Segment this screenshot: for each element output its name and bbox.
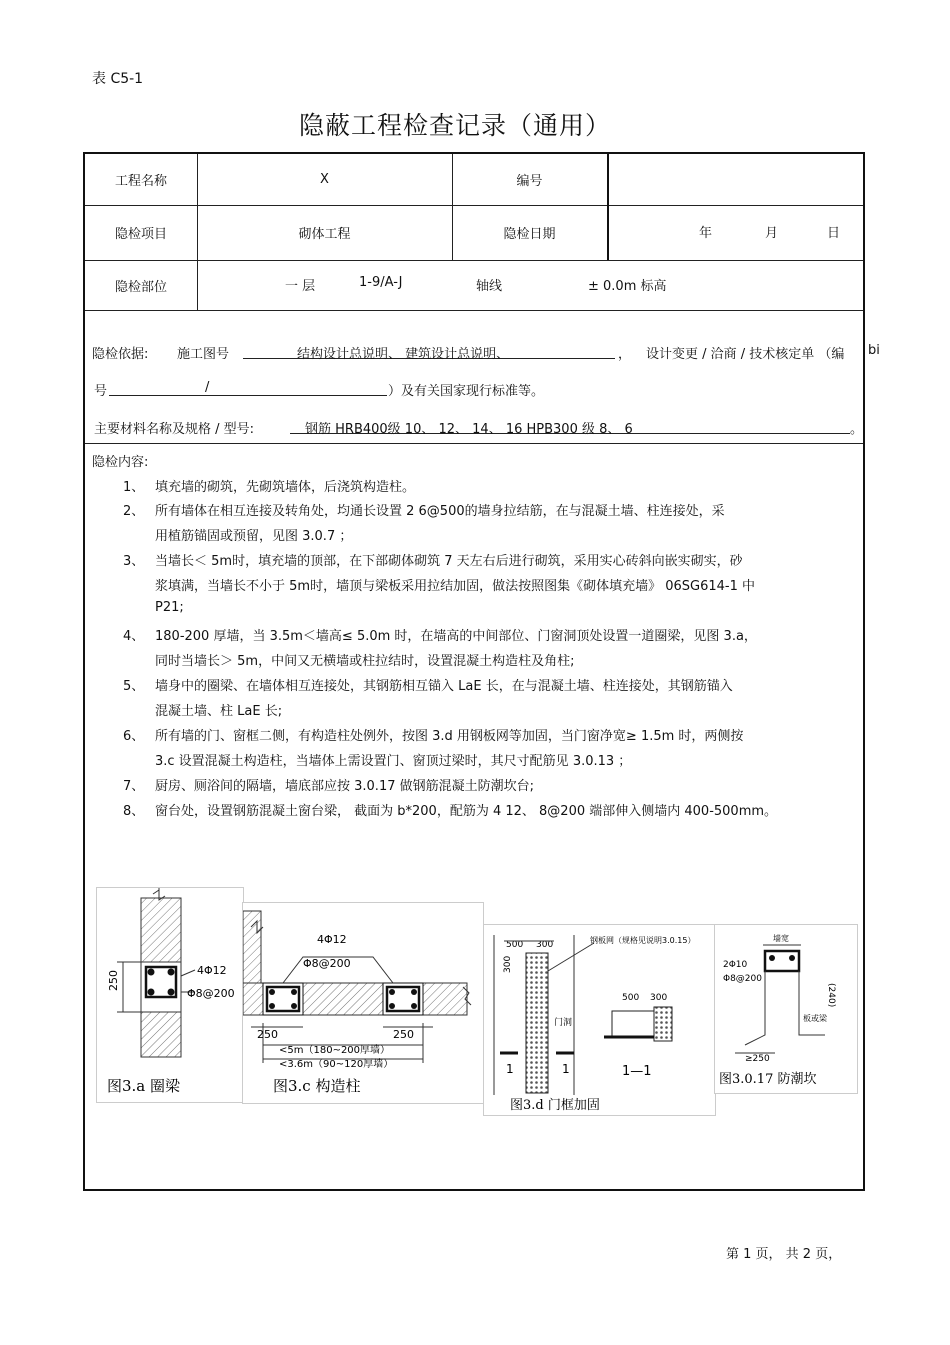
figure-structural-column	[242, 902, 484, 1104]
fig4-slab: 板或梁	[803, 1014, 827, 1023]
fig2-len-1: <5m（180~200厚墙）	[279, 1045, 391, 1056]
fig4-top: 墙宽	[773, 934, 789, 943]
fig2-dim-right: 250	[393, 1028, 414, 1041]
list-item: 7、 厨房、厕浴间的隔墙，墙底部应按 3.0.17 做钢筋混凝土防潮坎台;	[123, 779, 534, 794]
date-day: 日	[827, 226, 841, 241]
list-item: 3、 当墙长＜ 5m时，填充墙的顶部，在下部砌体砌筑 7 天左右后进行砌筑，采用实心砖斜向嵌实砌实，砂	[123, 554, 743, 569]
project-name-label: 工程名称	[114, 174, 167, 189]
list-item: 1、 填充墙的砌筑，先砌筑墙体，后浇筑构造柱。	[123, 480, 416, 495]
inspection-item-label: 隐检项目	[114, 227, 167, 242]
materials-label: 主要材料名称及规格 / 型号:	[94, 422, 255, 437]
content-label: 隐检内容:	[92, 455, 149, 470]
figure-door-frame	[483, 924, 716, 1116]
figure-moisture-curb	[714, 924, 858, 1094]
project-name-value: X	[320, 172, 329, 187]
list-item-continuation: 浆填满，当墙长不小于 5m时，墙顶与梁板采用拉结加固，做法按照图集《砌体填充墙》 06SG614-1 中	[155, 579, 755, 594]
fig3-dim-b300: 300	[650, 993, 668, 1003]
fig3-sec-left: 1	[506, 1062, 514, 1076]
fig3-dim-300: 300	[536, 940, 554, 950]
basis-slash: /	[205, 380, 210, 395]
basis-bi: bi	[868, 343, 880, 358]
date-year: 年	[699, 226, 713, 241]
page-footer: 第 1 页， 共 2 页，	[726, 1247, 842, 1262]
list-item: 6、 所有墙的门、窗框二侧，有构造柱处例外，按图 3.d 用钢板网等加固，当门窗净宽≥ 1.5m 时，两侧按	[123, 729, 744, 744]
fig3-caption: 图3.d 门框加固	[510, 1098, 600, 1113]
form-code: 表 C5-1	[92, 71, 144, 87]
list-item-continuation: 用植筋锚固或预留，见图 3.0.7 ；	[155, 529, 353, 544]
list-item-continuation: 3.c 设置混凝土构造柱，当墙体上需设置门、窗顶过梁时，其尺寸配筋见 3.0.13 ；	[155, 754, 632, 769]
fig1-rebar-main: 4Φ12	[197, 964, 227, 977]
fig2-caption: 图3.c 构造柱	[273, 1077, 361, 1095]
list-item-continuation: P21;	[155, 600, 184, 615]
list-item: 5、 墙身中的圈梁、在墙体相互连接处，其钢筋相互锚入 LaE 长，在与混凝土墙、柱连接处，其钢筋锚入	[123, 679, 733, 694]
location-axis-label: 轴线	[476, 279, 503, 294]
fig1-rebar-stirrup: Φ8@200	[187, 987, 235, 1000]
number-value	[608, 154, 863, 205]
inspection-date-label: 隐检日期	[503, 227, 556, 242]
record-table	[83, 152, 880, 1191]
fig3-dim-300v: 300	[503, 955, 513, 973]
location-elevation: ± 0.0m 标高	[588, 279, 667, 294]
drawing-value: 结构设计总说明、 建筑设计总说明、	[297, 347, 510, 362]
change-number-underline	[109, 381, 387, 396]
list-item: 2、 所有墙体在相互连接及转角处，均通长设置 2 6@500的墙身拉结筋，在与混凝土墙、柱连接处，采	[123, 504, 725, 519]
fig3-section: 1—1	[622, 1064, 652, 1079]
drawing-label: 施工图号	[177, 347, 230, 362]
fig2-dim-left: 250	[257, 1028, 278, 1041]
fig3-sec-right: 1	[562, 1062, 570, 1076]
date-month: 月	[765, 226, 779, 241]
fig2-len-2: <3.6m（90~120厚墙）	[279, 1059, 394, 1070]
fig1-caption: 图3.a 圈梁	[107, 1077, 181, 1095]
list-item: 4、 180-200 厚墙，当 3.5m＜墙高≤ 5.0m 时，在墙高的中间部位、门窗洞顶处设置一道圈梁，见图 3.a，	[123, 629, 757, 644]
fig3-door: 门洞	[554, 1018, 573, 1028]
basis-hao: 号	[94, 384, 108, 399]
location-floor: 一 层	[285, 279, 316, 294]
design-change-label: 设计变更 / 洽商 / 技术核定单 （编	[646, 347, 845, 362]
number-label: 编号	[516, 174, 543, 189]
page-title: 隐蔽工程检查记录（通用）	[298, 111, 611, 140]
fig2-rebar-main: 4Φ12	[317, 933, 347, 946]
fig3-dim-b500: 500	[622, 993, 640, 1003]
fig3-note: 钢板网（规格见说明3.0.15）	[590, 936, 696, 945]
fig4-dim: ≥250	[745, 1054, 770, 1064]
fig4-height: (240)	[826, 983, 836, 1008]
fig1-dim: 250	[107, 970, 120, 991]
figure-ring-beam	[96, 887, 244, 1103]
location-axis-value: 1-9/A-J	[359, 275, 403, 290]
list-item-continuation: 同时当墙长＞ 5m，中间又无横墙或柱拉结时，设置混凝土构造柱及角柱;	[155, 654, 575, 669]
fig4-rebar-stirrup: Φ8@200	[723, 974, 762, 984]
list-item: 8、 窗台处，设置钢筋混凝土窗台梁， 截面为 b*200，配筋为 4 12、 8@200 端部伸入侧墙内 400-500mm。	[123, 804, 778, 819]
inspection-location-label: 隐检部位	[114, 279, 167, 295]
basis-tail: ）及有关国家现行标准等。	[388, 384, 545, 399]
inspection-item-value: 砌体工程	[298, 227, 351, 242]
list-item-continuation: 混凝土墙、柱 LaE 长;	[155, 704, 283, 719]
fig4-caption: 图3.0.17 防潮坎	[719, 1072, 817, 1087]
materials-value: 钢筋 HRB400级 10、 12、 14、 16 HPB300 级 8、 6	[305, 422, 633, 437]
fig2-rebar-stirrup: Φ8@200	[303, 957, 351, 970]
fig4-rebar-main: 2Φ10	[723, 960, 748, 970]
basis-label: 隐检依据:	[92, 347, 149, 362]
basis-comma: ，	[618, 347, 632, 362]
fig3-dim-500: 500	[506, 940, 524, 950]
materials-end: 。	[850, 422, 864, 437]
